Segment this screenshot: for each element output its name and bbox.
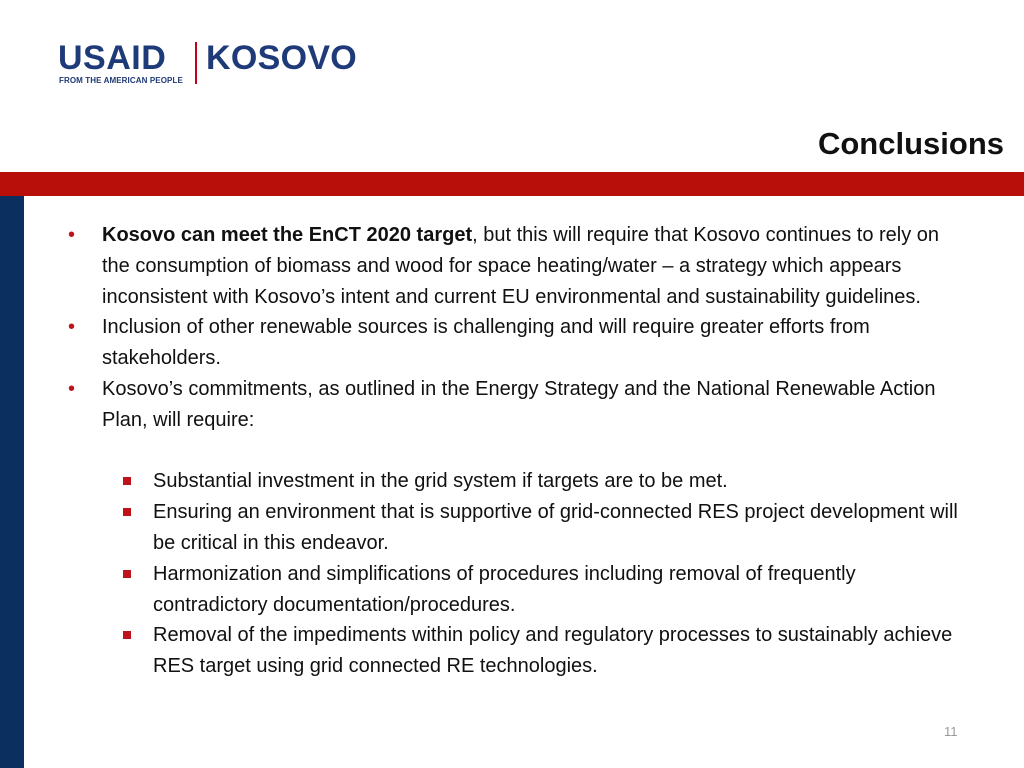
logo-divider	[195, 42, 197, 84]
logo-tagline: FROM THE AMERICAN PEOPLE	[59, 76, 183, 85]
bullet-item	[68, 220, 968, 312]
logo-usaid-text: USAID	[58, 39, 167, 77]
sub-bullet-text: Harmonization and simplifications of procedures including removal of frequently contradictory documentation/procedures.	[153, 562, 856, 616]
bullet-bold-text: Kosovo can meet the EnCT 2020 target	[102, 224, 473, 246]
square-bullet-icon	[123, 477, 131, 485]
square-bullet-icon	[123, 570, 131, 578]
sub-bullet-item	[68, 466, 968, 497]
slide-content	[68, 220, 968, 682]
page-number: 11	[944, 724, 958, 739]
sub-bullet-item	[68, 497, 968, 559]
bullet-item	[68, 374, 968, 436]
bullet-dot-icon: •	[68, 377, 76, 400]
logo-kosovo-text: KOSOVO	[206, 39, 358, 77]
bullet-text: Kosovo’s commitments, as outlined in the Energy Strategy and the National Renewable Action Plan, will require:	[102, 377, 936, 431]
spacer	[68, 436, 968, 467]
sub-bullet-text: Substantial investment in the grid system if targets are to be met.	[153, 470, 728, 493]
left-navy-bar	[0, 196, 24, 768]
bullet-text: Inclusion of other renewable sources is challenging and will require greater efforts from stakeholders.	[102, 316, 870, 370]
sub-bullet-item	[68, 620, 968, 682]
header-red-band	[0, 172, 1024, 196]
square-bullet-icon	[123, 508, 131, 516]
bullet-dot-icon: •	[68, 224, 76, 246]
slide-title: Conclusions	[817, 126, 1004, 161]
sub-bullet-text: Ensuring an environment that is supportive of grid-connected RES project development will be critical in this endeavor.	[153, 501, 958, 554]
bullet-item	[68, 312, 968, 374]
sub-bullet-item	[68, 559, 968, 621]
sub-bullet-text: Removal of the impediments within policy and regulatory processes to sustainably achieve RES target using grid connected RE technologies.	[153, 624, 953, 678]
bullet-text: , but this will require that Kosovo continues to rely on the consumption of biomass and wood for space heating/water – a strategy which appears inconsistent with Kosovo’s intent and current EU environmental and sustainability guidelines.	[102, 224, 940, 308]
square-bullet-icon	[123, 631, 131, 639]
bullet-dot-icon: •	[68, 316, 76, 339]
